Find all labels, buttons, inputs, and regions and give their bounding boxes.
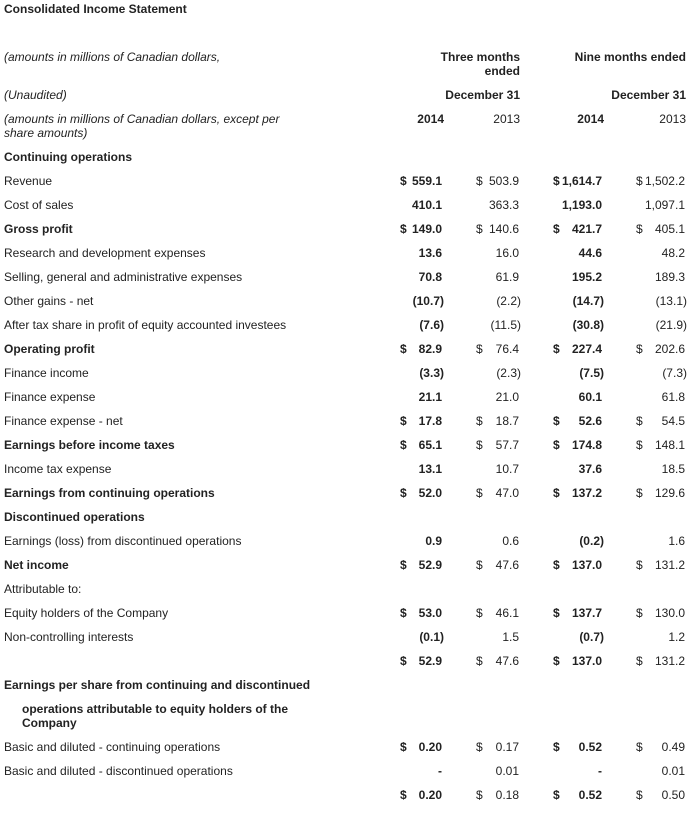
value-cell: 140.6: [488, 222, 519, 236]
row-label: Basic and diluted - continuing operations: [4, 740, 221, 754]
value-cell: (14.7): [572, 294, 604, 308]
value-cell: (0.7): [579, 630, 604, 644]
value-cell: 410.1: [411, 198, 442, 212]
row-label: Research and development expenses: [4, 246, 206, 260]
value-cell: 1,614.7: [561, 174, 602, 188]
value-cell: (7.3): [662, 366, 687, 380]
dollar-sign: $: [400, 222, 407, 236]
dollar-sign: $: [553, 174, 560, 188]
value-cell: (3.3): [419, 366, 444, 380]
row-label: Finance expense: [4, 390, 96, 404]
value-cell: 54.5: [661, 414, 685, 428]
value-cell: 0.01: [495, 764, 519, 778]
dollar-sign: $: [553, 558, 560, 572]
dollar-sign: $: [553, 438, 560, 452]
dollar-sign: $: [476, 222, 483, 236]
value-cell: 0.01: [661, 764, 685, 778]
value-cell: 137.0: [571, 654, 602, 668]
value-cell: 0.49: [661, 740, 685, 754]
value-cell: 57.7: [495, 438, 519, 452]
dollar-sign: $: [636, 486, 643, 500]
value-cell: 0.52: [578, 788, 602, 802]
year-2014-b: 2014: [577, 112, 604, 126]
value-cell: -: [438, 764, 442, 778]
value-cell: 61.9: [495, 270, 519, 284]
value-cell: 16.0: [495, 246, 519, 260]
dollar-sign: $: [553, 414, 560, 428]
value-cell: 1,097.1: [644, 198, 685, 212]
row-label: Revenue: [4, 174, 53, 188]
value-cell: 0.9: [425, 534, 442, 548]
dollar-sign: $: [553, 654, 560, 668]
value-cell: (30.8): [572, 318, 604, 332]
value-cell: 65.1: [418, 438, 442, 452]
row-label: Earnings before income taxes: [4, 438, 175, 452]
value-cell: 47.6: [495, 654, 519, 668]
dollar-sign: $: [636, 174, 643, 188]
dollar-sign: $: [636, 414, 643, 428]
value-cell: 53.0: [418, 606, 442, 620]
row-label: Other gains - net: [4, 294, 94, 308]
row-label: Selling, general and administrative expenses: [4, 270, 243, 284]
value-cell: (11.5): [490, 318, 521, 332]
value-cell: 503.9: [488, 174, 519, 188]
dollar-sign: $: [476, 740, 483, 754]
dollar-sign: $: [400, 486, 407, 500]
value-cell: 18.7: [495, 414, 519, 428]
value-cell: 195.2: [571, 270, 602, 284]
dollar-sign: $: [476, 654, 483, 668]
value-cell: 1.6: [668, 534, 685, 548]
value-cell: 52.9: [418, 654, 442, 668]
value-cell: -: [598, 764, 602, 778]
value-cell: 129.6: [654, 486, 685, 500]
dollar-sign: $: [636, 558, 643, 572]
dollar-sign: $: [553, 606, 560, 620]
value-cell: (10.7): [412, 294, 444, 308]
dollar-sign: $: [636, 654, 643, 668]
value-cell: 421.7: [571, 222, 602, 236]
value-cell: 0.6: [502, 534, 519, 548]
value-cell: (7.5): [579, 366, 604, 380]
value-cell: (13.1): [655, 294, 687, 308]
value-cell: 1,193.0: [561, 198, 602, 212]
dollar-sign: $: [636, 342, 643, 356]
value-cell: 48.2: [661, 246, 685, 260]
row-label: Earnings per share from continuing and discontinued: [4, 678, 311, 692]
dollar-sign: $: [400, 740, 407, 754]
row-label: Finance expense - net: [4, 414, 123, 428]
row-label: Income tax expense: [4, 462, 112, 476]
value-cell: 0.18: [495, 788, 519, 802]
value-cell: 148.1: [654, 438, 685, 452]
value-cell: 0.20: [418, 788, 442, 802]
value-cell: 10.7: [495, 462, 519, 476]
value-cell: 61.8: [661, 390, 685, 404]
value-cell: 18.5: [661, 462, 685, 476]
value-cell: 1.5: [502, 630, 519, 644]
three-months-ended-header: Three months ended: [440, 50, 520, 78]
dollar-sign: $: [553, 222, 560, 236]
row-label: Basic and diluted - discontinued operations: [4, 764, 233, 778]
dollar-sign: $: [636, 788, 643, 802]
december-31-header-a: December 31: [445, 88, 520, 102]
value-cell: 60.1: [578, 390, 602, 404]
value-cell: 46.1: [495, 606, 519, 620]
nine-months-ended-header: Nine months ended: [574, 50, 686, 64]
value-cell: 17.8: [418, 414, 442, 428]
dollar-sign: $: [553, 342, 560, 356]
value-cell: 137.2: [571, 486, 602, 500]
value-cell: 189.3: [654, 270, 685, 284]
value-cell: 227.4: [571, 342, 602, 356]
value-cell: 21.1: [418, 390, 442, 404]
year-2013-b: 2013: [659, 112, 686, 126]
dollar-sign: $: [553, 788, 560, 802]
dollar-sign: $: [476, 174, 483, 188]
value-cell: (0.1): [419, 630, 444, 644]
value-cell: 149.0: [411, 222, 442, 236]
dollar-sign: $: [476, 438, 483, 452]
value-cell: 131.2: [654, 558, 685, 572]
dollar-sign: $: [400, 654, 407, 668]
row-label: Earnings (loss) from discontinued operations: [4, 534, 242, 548]
value-cell: (21.9): [655, 318, 687, 332]
row-label: Continuing operations: [4, 150, 132, 164]
value-cell: 363.3: [488, 198, 519, 212]
value-cell: 21.0: [495, 390, 519, 404]
value-cell: (2.3): [496, 366, 521, 380]
dollar-sign: $: [476, 558, 483, 572]
row-label: Operating profit: [4, 342, 95, 356]
value-cell: 82.9: [418, 342, 442, 356]
row-label: Net income: [4, 558, 69, 572]
dollar-sign: $: [400, 174, 407, 188]
value-cell: 202.6: [654, 342, 685, 356]
row-label: Attributable to:: [4, 582, 82, 596]
statement-title: Consolidated Income Statement: [4, 2, 187, 16]
december-31-header-b: December 31: [611, 88, 686, 102]
year-2014-a: 2014: [417, 112, 444, 126]
dollar-sign: $: [400, 342, 407, 356]
row-label: Finance income: [4, 366, 89, 380]
dollar-sign: $: [476, 788, 483, 802]
amounts-note: (amounts in millions of Canadian dollars,: [4, 50, 221, 64]
row-label: Equity holders of the Company: [4, 606, 169, 620]
dollar-sign: $: [636, 740, 643, 754]
dollar-sign: $: [400, 438, 407, 452]
value-cell: 52.0: [418, 486, 442, 500]
dollar-sign: $: [400, 414, 407, 428]
value-cell: (2.2): [496, 294, 521, 308]
value-cell: 70.8: [418, 270, 442, 284]
dollar-sign: $: [476, 486, 483, 500]
unaudited-note: (Unaudited): [4, 88, 67, 102]
value-cell: 0.20: [418, 740, 442, 754]
row-label: operations attributable to equity holders of the Company: [22, 702, 289, 730]
value-cell: 137.7: [571, 606, 602, 620]
value-cell: 1.2: [668, 630, 685, 644]
dollar-sign: $: [476, 342, 483, 356]
value-cell: 0.50: [661, 788, 685, 802]
value-cell: 137.0: [571, 558, 602, 572]
dollar-sign: $: [400, 558, 407, 572]
dollar-sign: $: [553, 740, 560, 754]
value-cell: 131.2: [654, 654, 685, 668]
value-cell: 47.6: [495, 558, 519, 572]
value-cell: 174.8: [571, 438, 602, 452]
dollar-sign: $: [476, 414, 483, 428]
dollar-sign: $: [476, 606, 483, 620]
row-label: Discontinued operations: [4, 510, 145, 524]
value-cell: 76.4: [495, 342, 519, 356]
value-cell: (7.6): [419, 318, 444, 332]
value-cell: 13.1: [418, 462, 442, 476]
row-label: Gross profit: [4, 222, 73, 236]
value-cell: 130.0: [654, 606, 685, 620]
value-cell: 405.1: [654, 222, 685, 236]
value-cell: 13.6: [418, 246, 442, 260]
dollar-sign: $: [636, 606, 643, 620]
dollar-sign: $: [636, 438, 643, 452]
value-cell: 52.9: [418, 558, 442, 572]
dollar-sign: $: [553, 486, 560, 500]
dollar-sign: $: [400, 788, 407, 802]
row-label: Cost of sales: [4, 198, 74, 212]
row-label: Earnings from continuing operations: [4, 486, 215, 500]
year-2013-a: 2013: [493, 112, 520, 126]
value-cell: 52.6: [578, 414, 602, 428]
row-label: After tax share in profit of equity accounted investees: [4, 318, 287, 332]
value-cell: (0.2): [579, 534, 604, 548]
dollar-sign: $: [636, 222, 643, 236]
row-label: Non-controlling interests: [4, 630, 134, 644]
dollar-sign: $: [400, 606, 407, 620]
value-cell: 47.0: [495, 486, 519, 500]
value-cell: 0.52: [578, 740, 602, 754]
value-cell: 0.17: [495, 740, 519, 754]
value-cell: 559.1: [411, 174, 442, 188]
value-cell: 37.6: [578, 462, 602, 476]
value-cell: 1,502.2: [644, 174, 685, 188]
amounts-note-2: (amounts in millions of Canadian dollars, except per share amounts): [4, 112, 280, 140]
value-cell: 44.6: [578, 246, 602, 260]
